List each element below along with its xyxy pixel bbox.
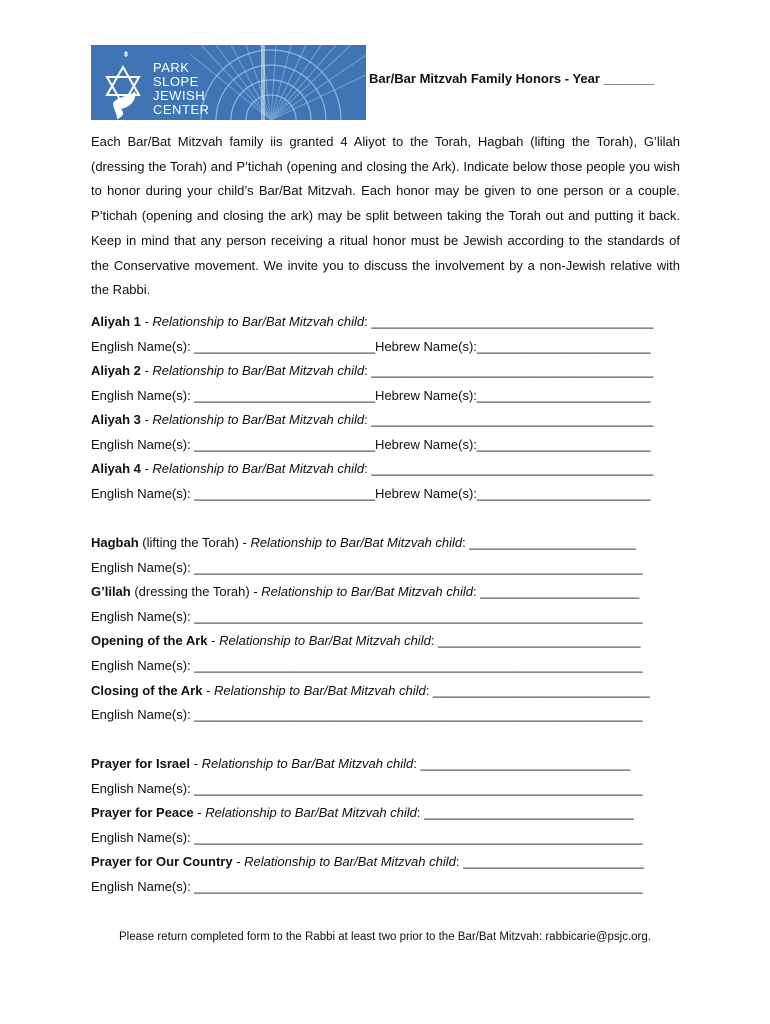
relationship-label: Relationship to Bar/Bat Mitzvah child: [244, 854, 456, 869]
honor-label: Aliyah 1: [91, 314, 141, 329]
prayer-peace-names-field[interactable]: English Name(s): ______________________________________________________________: [91, 830, 643, 845]
relationship-blank[interactable]: : ______________________________: [425, 683, 650, 698]
logo-graphic: [91, 45, 366, 120]
relationship-blank[interactable]: : _______________________: [462, 535, 636, 550]
hagbah-relationship-field[interactable]: [91, 535, 636, 551]
honor-desc: -: [232, 854, 245, 869]
honor-label: Closing of the Ark: [91, 683, 203, 698]
relationship-label: Relationship to Bar/Bat Mitzvah child: [152, 461, 365, 476]
relationship-blank[interactable]: : _______________________________________: [364, 363, 654, 378]
hagbah-names-field[interactable]: English Name(s): ______________________________________________________________: [91, 560, 643, 575]
aliyah-1-relationship-field[interactable]: [91, 314, 653, 330]
relationship-label: Relationship to Bar/Bat Mitzvah child: [219, 633, 431, 648]
logo-line: SLOPE: [153, 74, 199, 89]
closing-ark-relationship-field[interactable]: [91, 683, 650, 699]
intro-paragraph: Each Bar/Bat Mitzvah family iis granted 4 Aliyot to the Torah, Hagbah (lifting the Torah), G’lilah (dressing the Torah) and P’tichah (opening and closing the Ark). Indicate below those people you wish to honor during your child’s Bar/Bat Mitzvah. Each honor may be given to one person or a couple. P’tichah (opening and closing the ark) may be split between taking the Torah out and putting it back. Keep in mind that any person receiving a ritual honor must be Jewish according to the standards of the Conservative movement. We invite you to discuss the involvement by a non-Jewish relative with the Rabbi.: [91, 134, 680, 298]
prayer-country-names-field[interactable]: English Name(s): ______________________________________________________________: [91, 879, 643, 894]
glilah-relationship-field[interactable]: [91, 584, 639, 600]
relationship-blank[interactable]: : ____________________________: [430, 633, 641, 648]
prayer-country-relationship-field[interactable]: [91, 854, 644, 870]
honor-label: Prayer for Israel: [91, 756, 191, 771]
relationship-label: Relationship to Bar/Bat Mitzvah child: [261, 584, 473, 599]
relationship-label: Relationship to Bar/Bat Mitzvah child: [152, 363, 365, 378]
logo-line: JEWISH: [153, 88, 206, 103]
honor-desc: -: [140, 412, 153, 427]
aliyah-2-relationship-field[interactable]: [91, 363, 653, 379]
opening-ark-relationship-field[interactable]: [91, 633, 640, 649]
prayer-peace-relationship-field[interactable]: [91, 805, 634, 821]
honor-label: Hagbah: [91, 535, 139, 550]
honor-desc: -: [190, 756, 202, 771]
aliyah-3-relationship-field[interactable]: [91, 412, 653, 428]
footer-note: Please return completed form to the Rabbi at least two prior to the Bar/Bat Mitzvah: rabbicarie@psjc.org.: [119, 931, 651, 943]
relationship-blank[interactable]: : _________________________: [455, 854, 644, 869]
honor-desc: (lifting the Torah) -: [138, 535, 251, 550]
honor-label: Aliyah 4: [91, 461, 141, 476]
aliyah-2-names-field[interactable]: English Name(s): _________________________Hebrew Name(s):________________________: [91, 388, 651, 403]
relationship-label: Relationship to Bar/Bat Mitzvah child: [152, 412, 365, 427]
logo-line: CENTER: [153, 102, 210, 117]
relationship-label: Relationship to Bar/Bat Mitzvah child: [152, 314, 365, 329]
form-title: Bar/Bar Mitzvah Family Honors - Year _______: [369, 71, 655, 86]
relationship-label: Relationship to Bar/Bat Mitzvah child: [201, 756, 414, 771]
honor-desc: -: [140, 461, 153, 476]
aliyah-4-names-field[interactable]: English Name(s): _________________________Hebrew Name(s):________________________: [91, 486, 651, 501]
relationship-label: Relationship to Bar/Bat Mitzvah child: [250, 535, 463, 550]
honor-label: Prayer for Peace: [91, 805, 194, 820]
opening-ark-names-field[interactable]: English Name(s): ______________________________________________________________: [91, 658, 643, 673]
logo: [91, 45, 366, 120]
honor-label: Opening of the Ark: [91, 633, 208, 648]
prayer-israel-names-field[interactable]: English Name(s): ______________________________________________________________: [91, 781, 643, 796]
prayer-israel-relationship-field[interactable]: [91, 756, 630, 772]
glilah-names-field[interactable]: English Name(s): ______________________________________________________________: [91, 609, 643, 624]
honor-label: Aliyah 2: [91, 363, 141, 378]
honor-desc: -: [193, 805, 206, 820]
honor-desc: -: [140, 363, 153, 378]
relationship-blank[interactable]: : _____________________________: [416, 805, 634, 820]
aliyah-1-names-field[interactable]: English Name(s): _________________________Hebrew Name(s):________________________: [91, 339, 651, 354]
relationship-blank[interactable]: : _____________________________: [413, 756, 631, 771]
honor-label: Aliyah 3: [91, 412, 141, 427]
honor-label: Prayer for Our Country: [91, 854, 233, 869]
honor-desc: -: [207, 633, 220, 648]
logo-line: PARK: [153, 60, 190, 75]
honor-desc: -: [140, 314, 153, 329]
honor-desc: (dressing the Torah) -: [130, 584, 262, 599]
honor-desc: -: [202, 683, 215, 698]
relationship-blank[interactable]: : _______________________________________: [364, 412, 654, 427]
relationship-label: Relationship to Bar/Bat Mitzvah child: [205, 805, 417, 820]
relationship-blank[interactable]: : ______________________: [473, 584, 640, 599]
relationship-label: Relationship to Bar/Bat Mitzvah child: [214, 683, 426, 698]
closing-ark-names-field[interactable]: English Name(s): ______________________________________________________________: [91, 707, 643, 722]
aliyah-4-relationship-field[interactable]: [91, 461, 653, 477]
aliyah-3-names-field[interactable]: English Name(s): _________________________Hebrew Name(s):________________________: [91, 437, 651, 452]
logo-text: [153, 61, 209, 117]
relationship-blank[interactable]: : _______________________________________: [364, 461, 654, 476]
relationship-blank[interactable]: : _______________________________________: [364, 314, 654, 329]
honor-label: G’lilah: [91, 584, 131, 599]
